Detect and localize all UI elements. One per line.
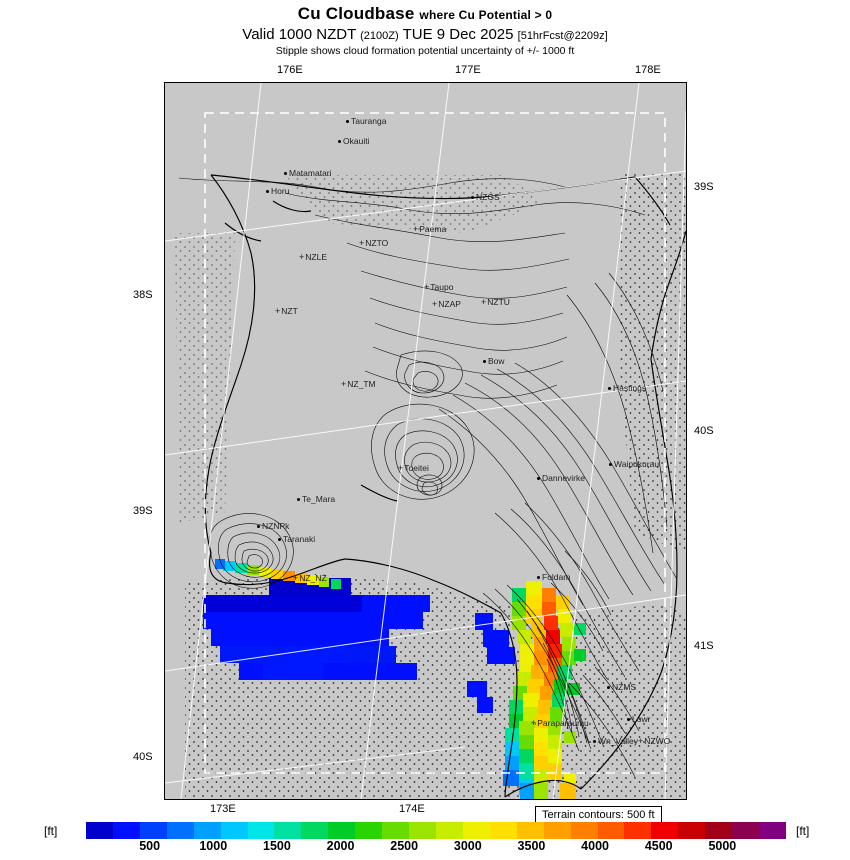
colorbar-tick-5000: 5000: [708, 839, 737, 853]
place-label-text: Horu: [271, 186, 290, 196]
colorbar-swatch-25: [759, 822, 786, 839]
colorbar-swatch-15: [490, 822, 517, 839]
chart-title-block: [0, 4, 850, 57]
colorbar-swatch-11: [382, 822, 409, 839]
colorbar-tick-2500: 2500: [390, 839, 419, 853]
colorbar-swatch-3: [167, 822, 194, 839]
colorbar-swatch-10: [355, 822, 382, 839]
colorbar-tick-3000: 3000: [453, 839, 482, 853]
colorbar-tick-1000: 1000: [199, 839, 228, 853]
colorbar-swatch-7: [274, 822, 301, 839]
axis-tick-bottom-173E: 173E: [210, 803, 236, 815]
colorbar-swatch-2: [140, 822, 167, 839]
chart-title-condition: where Cu Potential > 0: [419, 8, 553, 22]
valid-date: TUE 9 Dec 2025: [402, 26, 514, 43]
colorbar-tick-2000: 2000: [326, 839, 355, 853]
axis-tick-top-178E: 178E: [635, 64, 661, 76]
colorbar-tick-1500: 1500: [263, 839, 291, 853]
chart-valid-line: [0, 26, 850, 43]
colorbar-swatch-13: [436, 822, 463, 839]
colorbar-unit-right: [ft]: [796, 824, 810, 838]
terrain-contour-note: Terrain contours: 500 ft: [535, 806, 662, 825]
colorbar-swatch-19: [598, 822, 625, 839]
chart-subtitle: Stipple shows cloud formation potential uncertainty of +/- 1000 ft: [275, 45, 575, 57]
colorbar-swatch-24: [732, 822, 759, 839]
colorbar: [44, 822, 814, 856]
colorbar-unit-left: [ft]: [44, 824, 58, 838]
map-graphic: [165, 83, 686, 799]
colorbar-tick-4000: 4000: [581, 839, 609, 853]
place-label-text: Wn_Valley: [598, 736, 638, 746]
place-label-text: NZLE: [305, 252, 327, 262]
place-label-text: Paraparaumu: [537, 718, 589, 728]
colorbar-gradient: [86, 822, 786, 839]
place-label-text: Dannevirke: [542, 473, 585, 483]
colorbar-tick-3500: 3500: [517, 839, 546, 853]
axis-tick-left-38S: 38S: [133, 289, 153, 301]
colorbar-tick-500: 500: [139, 839, 161, 853]
place-label-text: NZT: [281, 306, 298, 316]
place-label-text: Paema: [419, 224, 447, 234]
colorbar-swatch-18: [571, 822, 598, 839]
map-panel[interactable]: [164, 82, 687, 800]
colorbar-swatch-23: [705, 822, 732, 839]
colorbar-swatch-12: [409, 822, 436, 839]
place-label-text: Waipukurau: [614, 459, 660, 469]
place-label-text: Lowr: [632, 714, 651, 724]
place-label-text: NZ_TM: [347, 379, 376, 389]
colorbar-swatch-1: [113, 822, 140, 839]
colorbar-swatch-17: [544, 822, 571, 839]
colorbar-swatch-22: [678, 822, 705, 839]
place-label-text: NZAP: [438, 299, 461, 309]
axis-tick-right-39S: 39S: [694, 181, 714, 193]
place-label-text: NZTO: [365, 238, 389, 248]
chart-title-main: Cu Cloudbase: [297, 4, 415, 23]
colorbar-swatch-20: [624, 822, 651, 839]
place-label-text: Taranaki: [283, 534, 316, 544]
axis-tick-left-39S: 39S: [133, 505, 153, 517]
colorbar-swatch-0: [86, 822, 113, 839]
colorbar-swatch-21: [651, 822, 678, 839]
chart-title: [0, 4, 850, 24]
axis-tick-left-40S: 40S: [133, 751, 153, 763]
place-label-text: Foldam: [542, 572, 571, 582]
place-label-text: NZWO: [644, 736, 671, 746]
colorbar-swatch-5: [221, 822, 248, 839]
colorbar-swatch-8: [301, 822, 328, 839]
colorbar-swatch-6: [248, 822, 275, 839]
place-label-text: Matamatari: [289, 168, 332, 178]
place-label-text: NZTU: [487, 297, 510, 307]
place-label-text: NZGS: [476, 192, 500, 202]
place-label-text: NZMS: [612, 682, 637, 692]
colorbar-swatch-14: [463, 822, 490, 839]
axis-tick-right-40S: 40S: [694, 425, 714, 437]
place-label-text: NZ_NZ: [299, 573, 327, 583]
place-label-text: Te_Mara: [302, 494, 336, 504]
place-label-text: Taupo: [430, 282, 454, 292]
place-label-text: Hastings: [613, 383, 647, 393]
axis-tick-bottom-174E: 174E: [399, 803, 425, 815]
place-label-text: Bow: [488, 356, 505, 366]
valid-utc: (2100Z): [360, 30, 399, 42]
colorbar-swatch-9: [328, 822, 355, 839]
colorbar-swatch-16: [517, 822, 544, 839]
axis-tick-top-177E: 177E: [455, 64, 481, 76]
place-label-text: NZNPk: [262, 521, 290, 531]
valid-time: Valid 1000 NZDT: [242, 26, 356, 43]
forecast-stamp: [51hrFcst@2209z]: [517, 30, 608, 42]
place-label-text: Toeitei: [404, 463, 429, 473]
place-label-text: Tauranga: [351, 116, 387, 126]
axis-tick-right-41S: 41S: [694, 640, 714, 652]
colorbar-swatch-4: [194, 822, 221, 839]
axis-tick-top-176E: 176E: [277, 64, 303, 76]
colorbar-tick-labels: [86, 839, 786, 855]
colorbar-tick-4500: 4500: [644, 839, 673, 853]
place-label-text: Okauiti: [343, 136, 370, 146]
